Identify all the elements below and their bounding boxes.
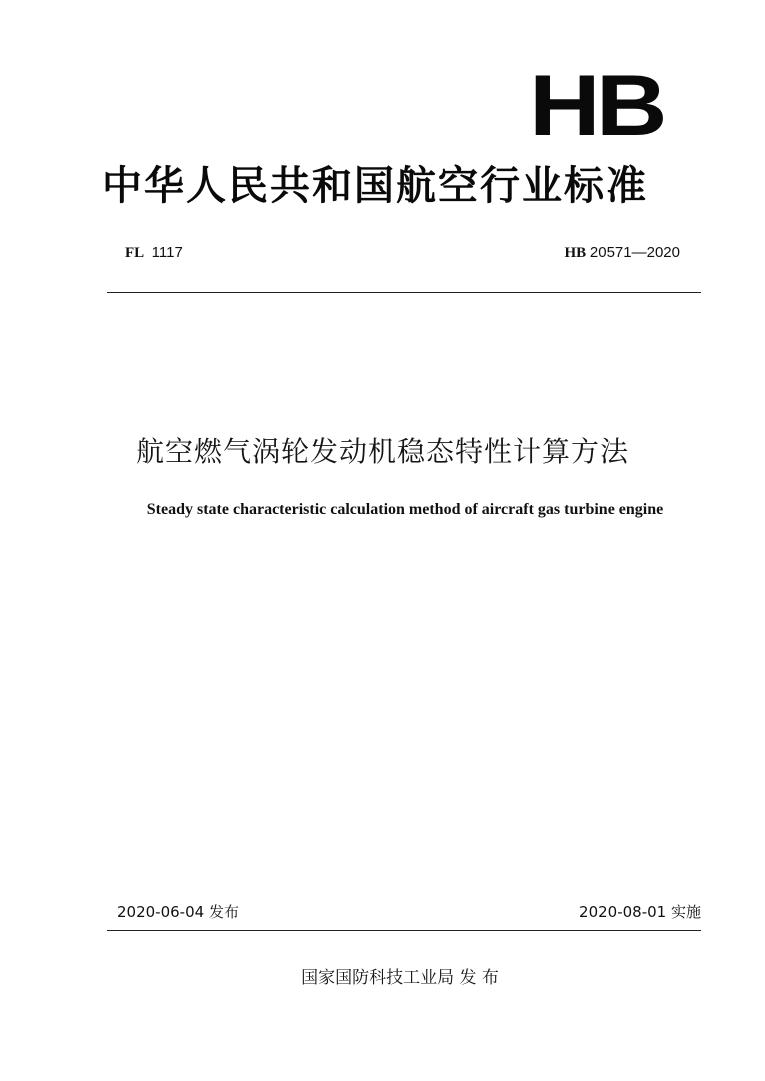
document-title-en: Steady state characteristic calculation method of aircraft gas turbine engine	[146, 501, 664, 518]
hb-logo: HB	[529, 58, 663, 154]
classification-prefix: FL	[125, 245, 145, 261]
header-divider	[107, 292, 701, 293]
issuing-authority: 国家国防科技工业局 发 布	[301, 968, 499, 988]
implementation-date: 2020-08-01 实施	[579, 903, 701, 921]
document-title-zh: 航空燃气涡轮发动机稳态特性计算方法	[135, 435, 629, 468]
standard-code-number: 20571—2020	[589, 244, 680, 261]
classification-code	[125, 244, 183, 262]
standard-type-title: 中华人民共和国航空行业标准	[102, 163, 648, 209]
standard-code	[564, 244, 680, 262]
standard-code-prefix: HB	[564, 245, 587, 261]
classification-number: 1117	[151, 244, 183, 261]
release-date: 2020-06-04 发布	[117, 903, 239, 921]
footer-divider	[107, 930, 701, 931]
